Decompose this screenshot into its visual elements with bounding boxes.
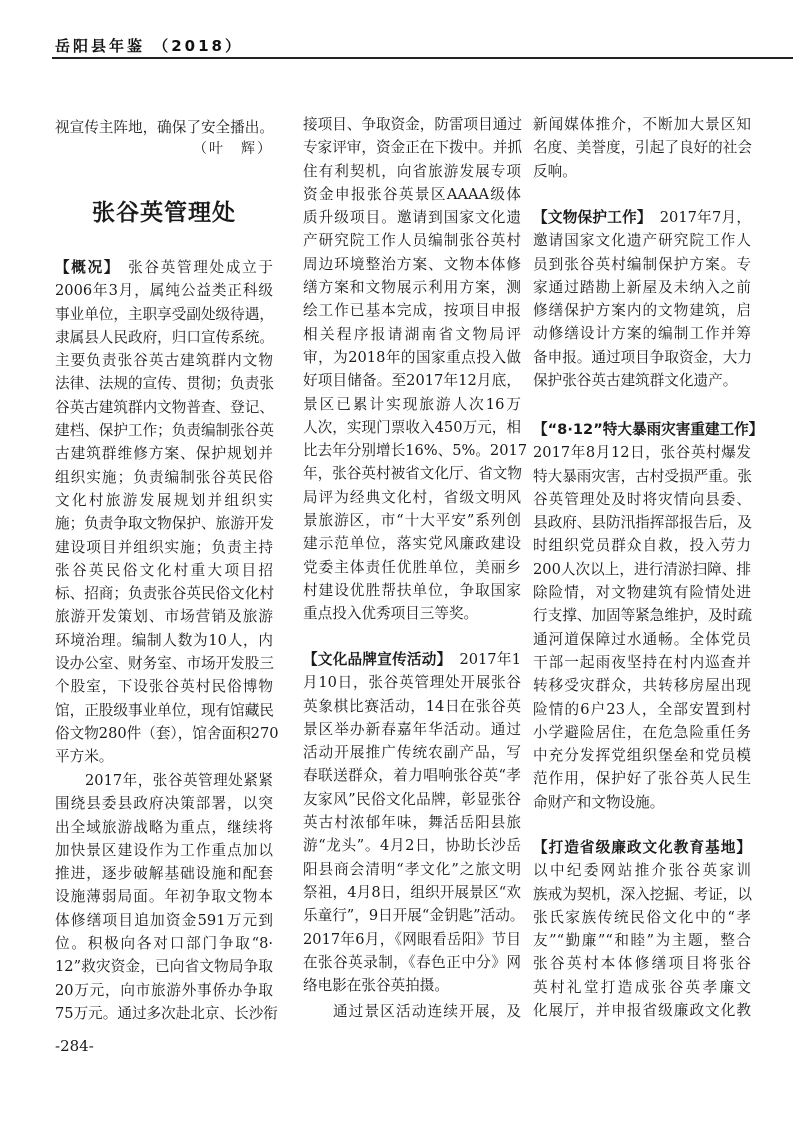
text-line: 法律、法规的宣传、贯彻；负责张	[55, 375, 274, 393]
text-line: 2006年3月，属纯公益类正科级	[55, 282, 273, 300]
text-line: 加快景区建设作为工作重点加以	[55, 841, 273, 859]
text-line: 反响。	[533, 162, 577, 180]
text-line: 周边环境整治方案、文物本体修	[303, 255, 521, 273]
section-heading: 【“8·12”特大暴雨灾害重建工作】	[533, 421, 764, 438]
text-line: 2017年8月12日，张谷英村爆发	[533, 444, 751, 462]
text-line: 除险情，对文物建筑有险情处进	[533, 584, 751, 602]
text-line: 友”“勤廉”“和睦”为主题，整合	[533, 932, 751, 950]
text-line: 2017年，张谷英管理处紧紧	[85, 772, 273, 789]
text-line: 围绕县委县政府决策部署，以突	[55, 795, 273, 813]
text-line: 祭祖，4月8日，组织开展景区“欢	[303, 883, 521, 901]
text-line: 县政府、县防汛指挥部报告后，及	[533, 514, 752, 532]
text-line: 谷英管理处及时将灾情向县委、	[533, 490, 751, 508]
continued-paragraph	[533, 113, 751, 183]
promotion-paragraph	[303, 1000, 521, 1023]
text-line: 英古村浓郁年味，舞活岳阳县旅	[303, 814, 521, 832]
text-line: 阳县商会清明“孝文化”之旅文明	[303, 860, 521, 878]
text-line: 乐童行”，9日开展“金钥匙”活动。	[303, 907, 525, 925]
text-line: 英村礼堂打造成张谷英孝廉文	[533, 978, 751, 996]
text-line: 景区举办新春嘉年华活动。通过	[303, 720, 521, 738]
text-line: 绘工作已基本完成，按项目申报	[303, 302, 521, 320]
text-line: 小学避险居住，在危急险重任务	[533, 723, 751, 741]
text-line: 资金申报张谷英景区AAAA级体	[303, 185, 521, 203]
text-line	[303, 648, 521, 671]
text-line: 相关程序报请湖南省文物局评	[303, 325, 521, 343]
text-line: 局评为经典文化村，省级文明风	[303, 488, 521, 506]
text-line: 党委主体责任优胜单位，美丽乡	[303, 558, 521, 576]
text-line: 族戒为契机，深入挖掘、考证，以	[533, 885, 752, 903]
header-rule	[52, 57, 793, 59]
text-line: 员到张谷英村编制保护方案。专	[533, 255, 751, 273]
text-line: 产研究院工作人员编制张谷英村	[303, 232, 521, 250]
line-text: 2017年7月，	[659, 209, 751, 226]
text-line: 个股室，下设张谷英村民俗博物	[55, 678, 273, 696]
text-line: 通过景区活动连续开展，及	[333, 1003, 521, 1020]
text-line: 景旅游区，市“十大平安”系列创	[303, 512, 521, 530]
text-line: 旅游开发策划、市场营销及旅游	[55, 608, 273, 626]
text-line: 体修缮项目追加资金591万元到	[55, 911, 273, 929]
page-number: -284-	[55, 1037, 94, 1055]
text-line: 春联送群众，着力唱响张谷英“孝	[303, 767, 521, 785]
text-line: 建示范单位，落实党风廉政建设	[303, 535, 521, 553]
text-line: 范作用，保护好了张谷英人民生	[533, 770, 751, 788]
author-credit: （叶 辉）	[193, 141, 273, 157]
text-line: 景区已累计实现旅游人次16万	[303, 395, 521, 413]
text-line: 通河道保障过水通畅。全体党员	[533, 630, 751, 648]
brand-section	[303, 648, 525, 997]
text-line: 张氏家族传统民俗文化中的“孝	[533, 908, 751, 926]
text-line: 村建设优胜帮扶单位，争取国家	[303, 581, 521, 599]
relics-section	[533, 206, 751, 392]
section-heading: 【打造省级廉政文化教育基地】	[533, 839, 751, 856]
text-line: 谷英古建筑群内文物普查、登记、	[55, 398, 274, 416]
continued-paragraph	[303, 113, 528, 626]
text-line: 平方米。	[55, 748, 114, 766]
text-line: 好项目储备。至2017年12月底，	[303, 372, 521, 390]
text-line: 邀请国家文化遗产研究院工作人	[533, 232, 751, 250]
text-line: 建档、保护工作；负责编制张谷英	[55, 422, 274, 440]
text-line: 推进，逐步破解基础设施和配套	[55, 865, 273, 883]
text-line: 特大暴雨灾害，古村受损严重。张	[533, 467, 752, 485]
running-header: 岳阳县年鉴 （2018）	[55, 37, 243, 55]
text-line: 20万元，向市旅游外事侨办争取	[55, 981, 273, 999]
integrity-section	[533, 836, 751, 1022]
text-line: 在张谷英录制，《春色正中分》网	[303, 953, 521, 971]
text-line: 备申报。通过项目争取资金，大力	[533, 348, 752, 366]
text-line: 新闻媒体推介，不断加大景区知	[533, 116, 751, 133]
section-heading: 【文物保护工作】	[533, 209, 652, 226]
text-line: 事业单位，主职享受副处级待遇，	[55, 305, 274, 323]
text-line: 中充分发挥党组织堡垒和党员模	[533, 747, 751, 765]
text-line: 人次，实现门票收入450万元，相	[303, 418, 521, 436]
text-line: 家通过踏勘上新屋及未纳入之前	[533, 278, 751, 296]
text-line: 张谷英民俗文化村重大项目招	[55, 561, 273, 579]
text-line: 质升级项目。邀请到国家文化遗	[303, 209, 521, 227]
work-paragraph	[55, 769, 278, 1025]
text-line: 俗文物280件（套），馆舍面积270	[55, 724, 279, 742]
text-line: 视宣传主阵地，确保了安全播出。	[55, 119, 274, 136]
storm-section	[533, 418, 764, 814]
text-line: 专家评审，资金正在下拨中。并抓	[303, 139, 522, 157]
text-line: 险情的6户23人，全部安置到村	[533, 700, 751, 718]
text-line: 游“龙头”。4月2日，协助长沙岳	[303, 837, 521, 855]
text-line: 友家风”民俗文化品牌，彰显张谷	[303, 790, 521, 808]
text-line: 保护张谷英古建筑群文化遗产。	[533, 372, 738, 390]
text-line: 名度、美誉度，引起了良好的社会	[533, 139, 752, 157]
text-line: 设办公室、财务室、市场开发股三	[55, 655, 274, 673]
text-line: 标、招商；负责张谷英民俗文化村	[55, 585, 274, 603]
text-line: 以中纪委网站推介张谷英家训	[533, 862, 751, 880]
text-line: 馆，正股级事业单位，现有馆藏民	[55, 701, 274, 719]
text-line: 文化村旅游发展规划并组织实	[55, 491, 273, 509]
section-title: 张谷英管理处	[92, 199, 236, 226]
text-line: 施；负责争取文物保护、旅游开发	[55, 515, 274, 533]
text-line: 主要负责张谷英古建筑群内文物	[55, 352, 273, 370]
text-line: 隶属县人民政府，归口宣传系统。	[55, 328, 274, 346]
text-line: 行支撑、加固等紧急维护，及时疏	[533, 607, 752, 625]
text-line: 转移受灾群众，共转移房屋出现	[533, 677, 751, 695]
section-heading: 【概况】	[55, 259, 121, 276]
line-text: 2017年1	[459, 651, 521, 668]
text-line: 设施薄弱局面。年初争取文物本	[55, 888, 273, 906]
text-line	[55, 256, 273, 279]
text-line: 2017年6月，《网眼看岳阳》节目	[303, 930, 521, 948]
section-heading: 【文化品牌宣传活动】	[303, 651, 452, 668]
text-line: 干部一起雨夜坚持在村内巡查并	[533, 653, 751, 671]
text-line: 动修缮设计方案的编制工作并筹	[533, 325, 751, 343]
text-line: 75万元。通过多次赴北京、长沙衔	[55, 1004, 278, 1022]
text-line: 比去年分别增长16%、5%。2017	[303, 442, 528, 460]
text-line: 缮方案和文物展示利用方案，测	[303, 279, 521, 297]
text-line: 住有利契机，向省旅游发展专项	[303, 162, 521, 180]
text-line: 200人次以上，进行清淤扫障、排	[533, 560, 751, 578]
text-line: 月10日，张谷英管理处开展张谷	[303, 674, 521, 692]
text-line: 张谷英村本体修缮项目将张谷	[533, 955, 751, 973]
text-line: 建设项目并组织实施；负责主持	[55, 538, 273, 556]
text-line: 12”救灾资金，已向省文物局争取	[55, 958, 273, 976]
text-line: 审，为2018年的国家重点投入做	[303, 348, 521, 366]
overview-section	[55, 256, 279, 769]
line-text: 张谷英管理处成立于	[128, 259, 273, 276]
text-line: 组织实施；负责编制张谷英民俗	[55, 468, 273, 486]
text-line: 修缮保护方案内的文物建筑，启	[533, 302, 751, 320]
continued-paragraph	[55, 116, 273, 139]
text-line: 活动开展推广传统农副产品，写	[303, 744, 521, 762]
text-line: 络电影在张谷英拍摄。	[303, 977, 449, 995]
text-line	[533, 206, 751, 229]
text-line: 时组织党员群众自救，投入劳力	[533, 537, 751, 555]
text-line: 出全域旅游战略为重点，继续将	[55, 818, 273, 836]
text-line: 古建筑群维修方案、保护规划并	[55, 445, 273, 463]
text-line: 接项目、争取资金，防雷项目通过	[303, 116, 522, 133]
text-line: 重点投入优秀项目三等奖。	[303, 605, 479, 623]
text-line: 位。积极向各对口部门争取“8·	[55, 935, 273, 953]
text-line: 化展厅，并申报省级廉政文化教	[533, 1002, 751, 1020]
text-line: 英象棋比赛活动，14日在张谷英	[303, 697, 521, 715]
text-line: 命财产和文物设施。	[533, 793, 665, 811]
text-line: 环境治理。编制人数为10人，内	[55, 631, 273, 649]
text-line: 年，张谷英村被省文化厅、省文物	[303, 465, 522, 483]
